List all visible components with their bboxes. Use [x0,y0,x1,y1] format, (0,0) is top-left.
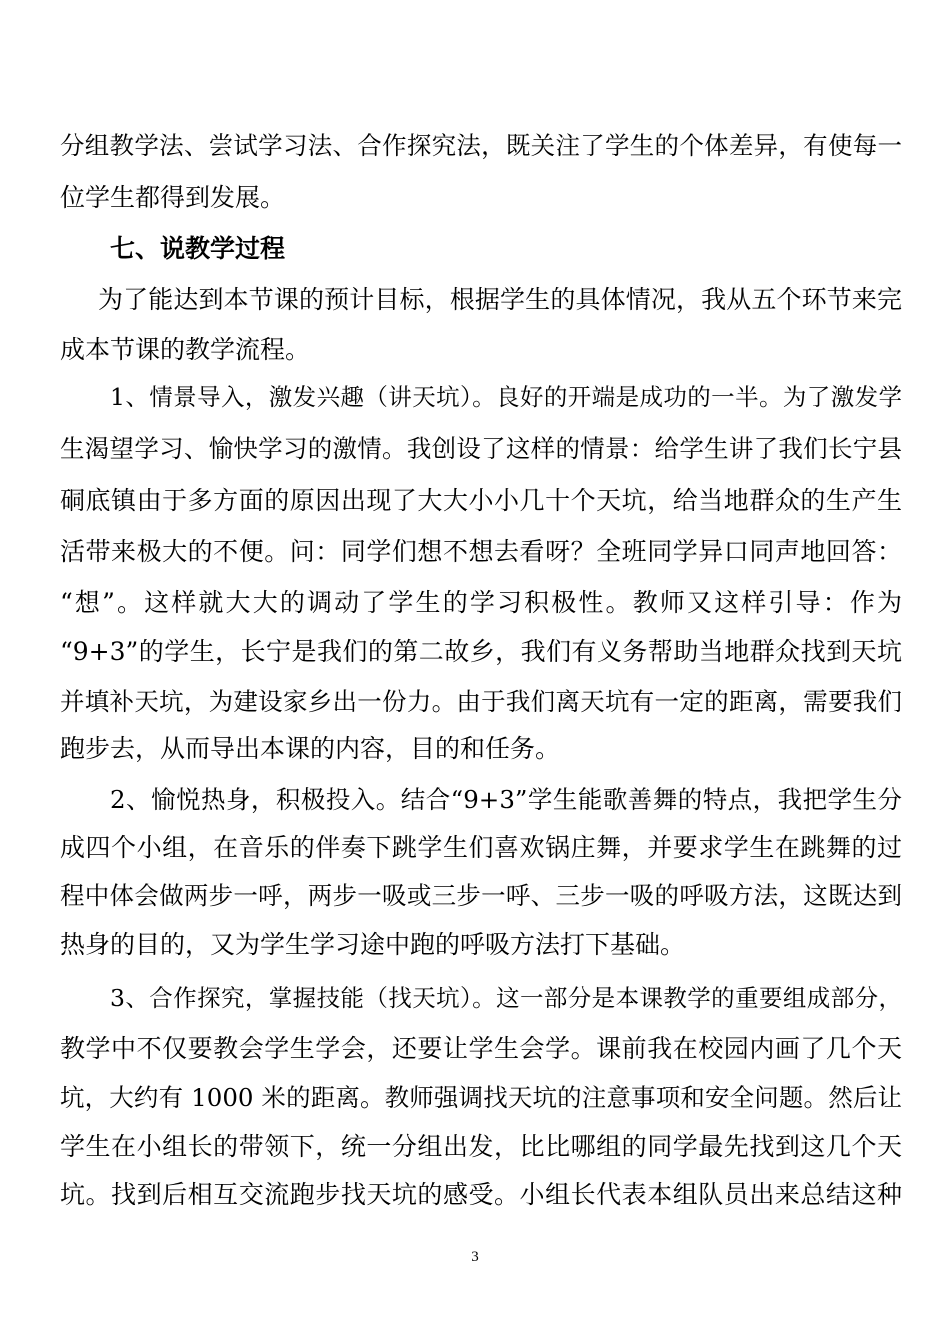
body-text-line: 分组教学法、尝试学习法、合作探究法，既关注了学生的个体差异，有使每一 [60,131,902,160]
body-text-line: 学生在小组长的带领下，统一分组出发，比比哪组的同学最先找到这几个天 [60,1132,902,1161]
section-heading: 七、说教学过程 [110,234,286,263]
body-text-line: 并填补天坑，为建设家乡出一份力。由于我们离天坑有一定的距离，需要我们 [60,687,902,716]
body-text-line: 坑。找到后相互交流跑步找天坑的感受。小组长代表本组队员出来总结这种 [60,1180,902,1209]
body-text-line: 位学生都得到发展。 [60,183,286,212]
body-text-line: “想”。这样就大大的调动了学生的学习积极性。教师又这样引导：作为 [60,588,902,617]
body-text-line: “9+3”的学生，长宁是我们的第二故乡，我们有义务帮助当地群众找到天坑 [60,637,902,666]
body-text-line: 3、合作探究，掌握技能（找天坑）。这一部分是本课教学的重要组成部分， [110,984,902,1012]
body-text-line: 1、情景导入，激发兴趣（讲天坑）。良好的开端是成功的一半。为了激发学 [110,383,902,411]
page-number: 3 [471,1249,479,1265]
body-text-line: 坑，大约有 1000 米的距离。教师强调找天坑的注意事项和安全问题。然后让 [60,1083,902,1112]
body-text-line: 教学中不仅要教会学生学会，还要让学生会学。课前我在校园内画了几个天 [60,1034,902,1063]
body-text-line: 生渴望学习、愉快学习的激情。我创设了这样的情景：给学生讲了我们长宁县 [60,434,902,463]
body-text-line: 程中体会做两步一呼，两步一吸或三步一呼、三步一吸的呼吸方法，这既达到 [60,881,902,910]
body-text-line: 成四个小组，在音乐的伴奏下跳学生们喜欢锅庄舞，并要求学生在跳舞的过 [60,833,902,862]
body-text-line: 跑步去，从而导出本课的内容，目的和任务。 [60,734,561,763]
body-text-line: 硐底镇由于多方面的原因出现了大大小小几十个天坑，给当地群众的生产生 [60,486,902,515]
body-text-line: 成本节课的教学流程。 [60,335,311,364]
body-text-line: 为了能达到本节课的预计目标，根据学生的具体情况，我从五个环节来完 [98,285,902,314]
body-text-line: 活带来极大的不便。问：同学们想不想去看呀？全班同学异口同声地回答： [60,537,902,566]
body-text-line: 热身的目的，又为学生学习途中跑的呼吸方法打下基础。 [60,930,686,959]
body-text-line: 2、愉悦热身，积极投入。结合“9+3”学生能歌善舞的特点，我把学生分 [110,785,902,814]
